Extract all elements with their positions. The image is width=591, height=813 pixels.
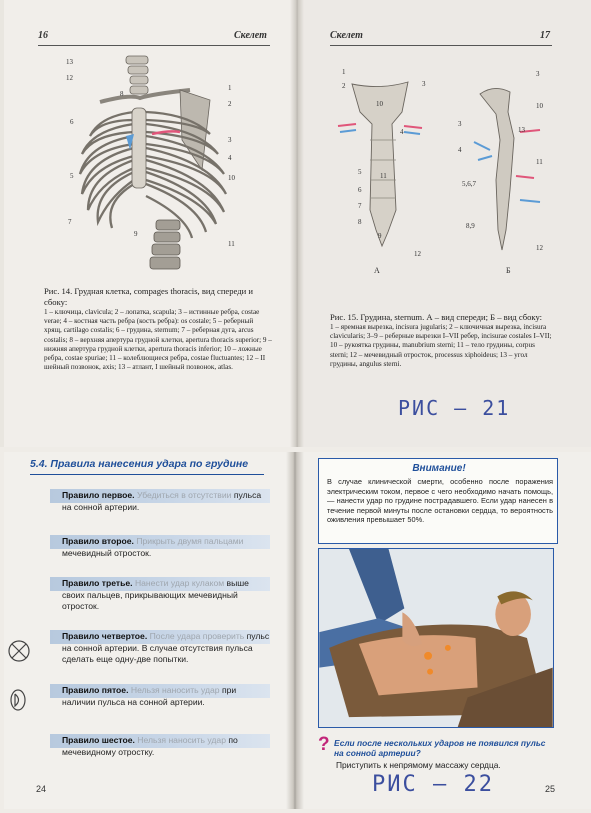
figure-callout: 10 [376,100,383,108]
figure-callout: 11 [536,158,543,166]
handwritten-figure-label: РИС – 21 [398,396,511,420]
figure-callout: 10 [228,174,235,182]
rule-faded-text: Убедиться в отсутствии [136,490,232,500]
figure-callout: 12 [66,74,73,82]
rule-title: Правило первое. [62,490,135,500]
running-header: Скелет [330,30,363,41]
rule-item [62,735,270,758]
figure-callout: 2 [228,100,232,108]
rule-text: выше своих пальцев, прикрывающих мечевидный отросток. [62,578,249,611]
figure-callout: 7 [358,202,362,210]
page-number: 17 [540,30,550,41]
section-rule [30,474,264,475]
page-number: 24 [36,784,47,794]
rule-faded-text: После удара проверить [149,631,245,641]
figure-callout: 12 [414,250,421,258]
figure-callout: 11 [380,172,387,180]
page-number: 16 [38,30,48,41]
figure-callout: 1 [342,68,346,76]
figure-callout: 13 [66,58,73,66]
question-text: Если после нескольких ударов не появился пульс на сонной артерии? [334,738,546,758]
section-title: 5.4. Правила нанесения удара по грудине [30,458,249,470]
figure-15-caption [330,312,552,369]
figure-callout: 6 [358,186,362,194]
figure-callout: 4 [400,128,404,136]
rule-item [62,490,270,513]
handwritten-circled-x-mark [6,638,32,664]
figure-callout: 3 [228,136,232,144]
caption-title: Рис. 15. Грудина, sternum. А – вид спереди; Б – вид сбоку: [330,312,543,322]
rule-text: мечевидный отросток. [62,547,152,558]
rule-title: Правило шестое. [62,735,135,745]
rule-faded-text: Прикрыть двумя пальцами [136,536,244,546]
figure-callout: 8,9 [466,222,475,230]
caption-body: 1 – яремная вырезка, incisura jugularis; 2 – ключичная вырезка, incisura clavicularis; 3–9 – реберные вырезки I–VII ребер, incisurae costales I–VII; 10 – рукоятка грудины, manubrium sterni; 11 – тело грудины, corpus sterni; 12 – мечевидный отросток, processus xiphoideus; 13 – угол грудины, angulus sterni. [330,323,552,368]
rule-text: пульс на сонной артерии. В случае отсутствия пульса сделать еще одну-две попытки. [62,631,270,664]
rule-item [62,631,270,666]
chest-strike-illustration [318,548,554,728]
figure-callout: 6 [70,118,74,126]
rule-item [62,578,270,613]
rule-faded-text: Нельзя наносить удар [137,735,226,745]
rule-item [62,685,270,708]
header-rule [330,45,552,46]
caption-title: Рис. 14. Грудная клетка, compages thoracis, вид спереди и сбоку: [44,286,253,307]
figure-callout: 4 [228,154,232,162]
rule-item [62,536,270,559]
rule-title: Правило третье. [62,578,133,588]
figure-callout: 3 [458,120,462,128]
header-rule [38,45,270,46]
handwritten-figure-label: РИС – 22 [372,772,494,797]
figure-callout: 9 [134,230,138,238]
book-gutter [290,0,304,447]
rule-text: пульса на сонной артерии. [62,490,262,512]
warning-box [318,458,558,544]
rule-title: Правило пятое. [62,685,129,695]
figure-callout: 8 [120,90,124,98]
figure-callout: 8 [358,218,362,226]
caption-body: 1 – ключица, clavicula; 2 – лопатка, scapula; 3 – истинные ребра, costae verae; 4 – костная часть ребра (кость ребра): os costale; 5 – реберный хрящ, cartilago costalis; 6 – грудина, sternum; 7 – реберная дуга, arcus costalis; 8 – верхняя апертура грудной клетки, apertura thoracis superior; 9 – нижняя апертура грудной клетки, apertura thoracis inferior; 10 – ложные ребра, costae spuriae; 11 – колеблющиеся ребра, costae fluctuantes; 12 – II шейный позвонок, axis; 13 – атлант, I шейный позвонок, atlas. [44,308,272,372]
rule-title: Правило второе. [62,536,134,546]
page-number: 25 [545,784,556,794]
panel-b-label: Б [506,266,511,275]
figure-callout: 11 [228,240,235,248]
figure-callout: 4 [458,146,462,154]
warning-text: В случае клинической смерти, особенно после поражения электрическим током, первое с чего необходимо начать помощь, — нанести удар по грудине пострадавшего. Если удар нанесен в течение первой минуты после остановки сердца, то вероятность оживления превышает 50%. [327,477,553,525]
warning-title: Внимание! [412,463,466,474]
figure-callout: 1 [228,84,232,92]
figure-callout: 2 [342,82,346,90]
rule-faded-text: Нанести удар кулаком [134,578,225,588]
figure-callout: 5,6,7 [462,180,476,188]
figure-callout: 3 [422,80,426,88]
handwritten-circled-mark [8,688,28,712]
rule-text: при наличии пульса на сонной артерии. [62,685,237,707]
figure-callout: 10 [536,102,543,110]
running-header: Скелет [234,30,267,41]
figure-callout: 13 [518,126,525,134]
figure-callout: 7 [68,218,72,226]
figure-callout: 9 [378,232,382,240]
figure-callout: 12 [536,244,543,252]
figure-callout: 3 [536,70,540,78]
rule-faded-text: Нельзя наносить удар [130,685,220,695]
panel-a-label: А [374,266,380,275]
rule-text: по мечевидному отростку. [62,735,238,757]
figure-callout: 5 [70,172,74,180]
answer-text: Приступить к непрямому массажу сердца. [336,760,501,770]
rule-title: Правило четвертое. [62,631,148,641]
question-mark-icon: ? [318,734,330,755]
sternum-illustration [330,60,560,270]
figure-14-caption [44,286,272,372]
book-gutter [286,452,304,809]
figure-callout: 5 [358,168,362,176]
